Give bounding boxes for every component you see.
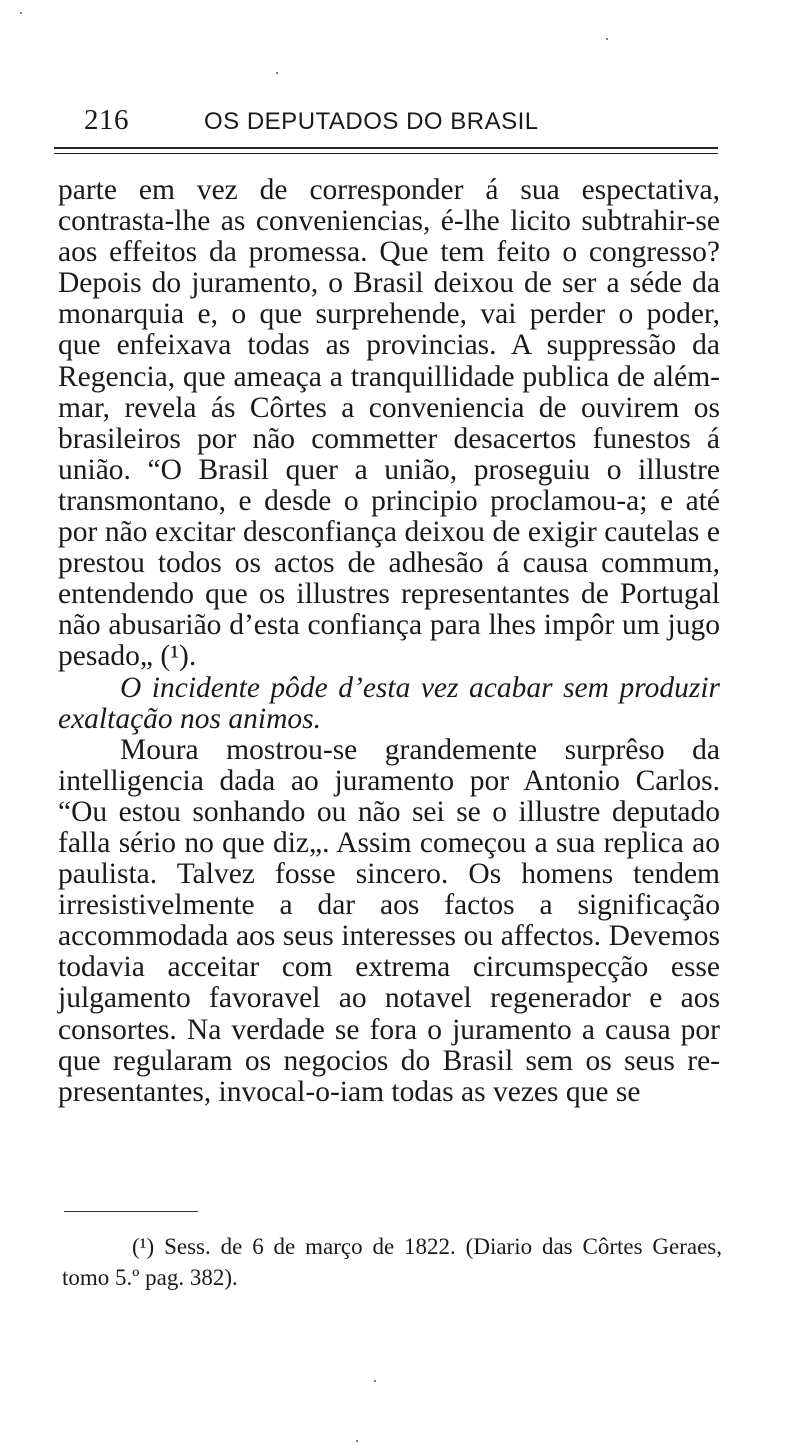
paragraph-1 [58,175,720,673]
paper-speck [356,1440,358,1442]
footnote-marker: (¹) [132,1234,155,1259]
body-text [58,175,720,1108]
footnote [62,1231,722,1293]
page-number: 216 [84,104,129,136]
paper-speck [20,12,22,14]
footnote-reference: (¹). [160,640,197,673]
header-rule-thin [54,153,718,154]
footnote-text: Sess. de 6 de março de 1822. (Diario das Côrtes Geraes, tomo 5.º pag. 382). [62,1234,723,1290]
paper-speck [606,38,608,40]
paper-speck [374,1380,376,1382]
paragraph-1-text: parte em vez de corresponder á sua espectativa, contrasta-lhe as conveniencias, é-lhe licito subtrahir-se aos effeitos da promessa. Que tem feito o congresso? Depois do juramento, o Brasil deixou de ser a séde da monarquia e, o que surprehende, vai perder o poder, que enfeixava todas as provincias. A suppressão da Regencia, que ameaça a tranquillidade publica de além-mar, revela ás Côrtes a conveniencia de ouvirem os brasileiros por não commetter desacertos funestos á união. “O Brasil quer a união, proseguiu o illustre transmontano, e desde o principio proclamou-a; e até por não excitar desconfiança deixou de exigir cautelas e prestou todos os actos de adhesão á causa commum, entendendo que os illustres representantes de Portugal não abusarião d’esta confiança para lhes impôr um jugo pesado„ [58,174,720,673]
paper-speck [276,72,278,74]
header-rule [54,147,718,149]
paragraph-3: Moura mostrou-se grandemente surprêso da intelligencia dada ao juramento por Antonio Carlos. “Ou estou sonhando ou não sei se o illustre deputado falla sério no que diz„. Assim começou a sua replica ao paulista. Talvez fosse sincero. Os homens tendem irresistivelmente a dar aos factos a significação accommodada aos seus interesses ou affectos. Devemos todavia acceitar com extrema circumspecção esse julgamento favoravel ao notavel regenerador e aos consortes. Na verdade se fora o juramento a causa por que regularam os negocios do Brasil sem os seus representantes, invocal-o-iam todas as vezes que se [58,733,720,1108]
running-title: OS DEPUTADOS DO BRASIL [204,108,539,135]
paragraph-2: O incidente pôde d’esta vez acabar sem produzir exaltação nos animos. [58,671,720,735]
footnote-rule [64,1211,198,1212]
page-header [74,104,724,144]
